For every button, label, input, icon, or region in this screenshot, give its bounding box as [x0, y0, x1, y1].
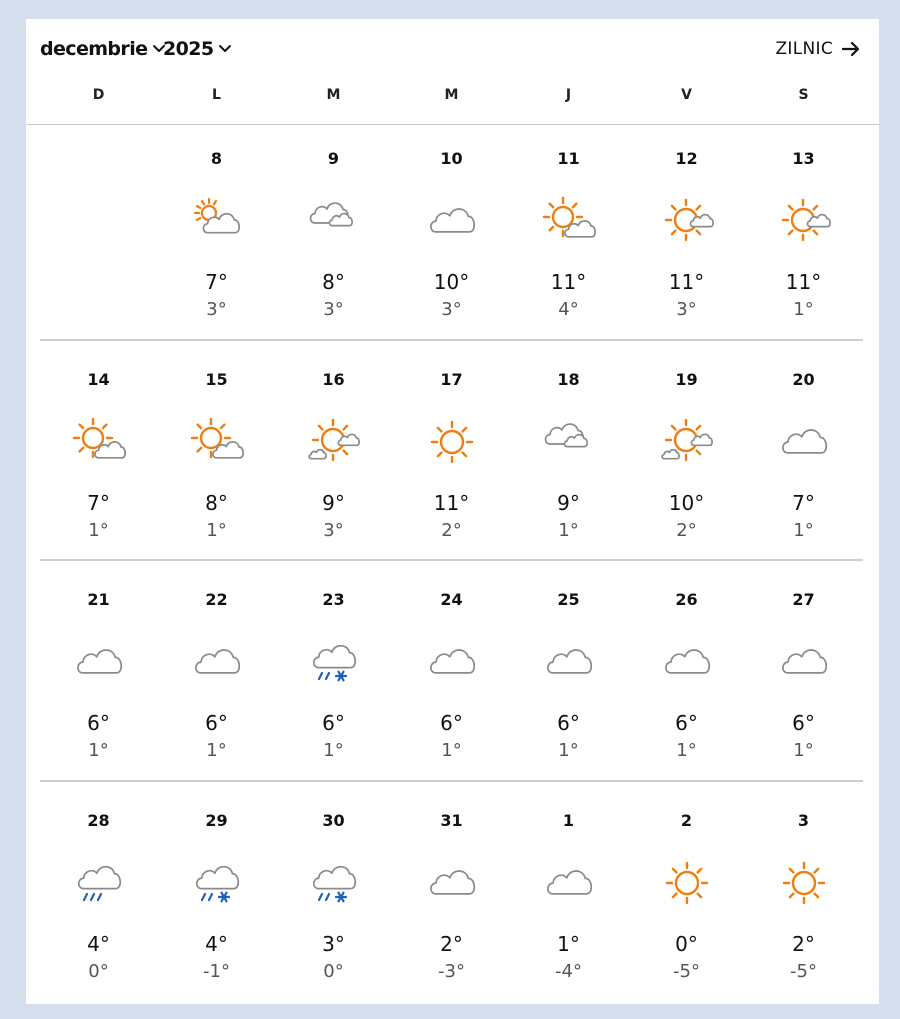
day-date: 21 — [87, 590, 110, 609]
high-temp: 1° — [557, 932, 580, 956]
day-cell[interactable] — [393, 141, 510, 341]
day-date: 26 — [675, 590, 698, 609]
day-cell[interactable] — [158, 582, 275, 782]
low-temp: 1° — [206, 520, 227, 541]
low-temp: 1° — [793, 740, 814, 761]
sun-cloud-icon — [541, 193, 597, 249]
daily-view-link[interactable] — [775, 36, 861, 62]
day-cell[interactable] — [275, 582, 392, 782]
high-temp: 6° — [792, 711, 815, 735]
high-temp: 4° — [87, 932, 110, 956]
day-cell[interactable] — [275, 803, 392, 1003]
weekday-label: D — [92, 87, 105, 103]
calendar-card — [26, 19, 879, 1004]
day-date: 3 — [797, 811, 810, 830]
high-temp: 11° — [433, 491, 470, 515]
cloud-icon — [659, 634, 715, 690]
low-temp: 1° — [323, 740, 344, 761]
low-temp: 1° — [793, 520, 814, 541]
weekday-label: L — [212, 87, 221, 103]
day-date: 19 — [675, 370, 698, 389]
high-temp: 7° — [792, 491, 815, 515]
high-temp: 8° — [205, 491, 228, 515]
high-temp: 0° — [675, 932, 698, 956]
low-temp: 2° — [441, 520, 462, 541]
day-cell[interactable] — [393, 362, 510, 562]
day-cell[interactable] — [510, 141, 627, 341]
low-temp: -1° — [203, 961, 230, 982]
arrow-right-icon — [841, 41, 861, 57]
day-date: 17 — [440, 370, 463, 389]
cloud-icon — [776, 414, 832, 470]
day-date: 15 — [205, 370, 228, 389]
high-temp: 6° — [440, 711, 463, 735]
day-cell[interactable] — [628, 803, 745, 1003]
sun-icon — [659, 855, 715, 911]
high-temp: 7° — [87, 491, 110, 515]
cloud-icon — [189, 634, 245, 690]
sun-icon — [424, 414, 480, 470]
day-date: 28 — [87, 811, 110, 830]
partly-sunny-icon — [189, 193, 245, 249]
day-date: 25 — [557, 590, 580, 609]
year-selector[interactable] — [163, 36, 232, 62]
low-temp: 3° — [676, 299, 697, 320]
day-cell[interactable] — [510, 362, 627, 562]
high-temp: 7° — [205, 270, 228, 294]
high-temp: 6° — [322, 711, 345, 735]
low-temp: 1° — [793, 299, 814, 320]
cloud-icon — [541, 855, 597, 911]
day-date: 24 — [440, 590, 463, 609]
weekday-header-row — [26, 87, 879, 113]
cloud-icon — [424, 855, 480, 911]
day-date: 8 — [210, 149, 223, 168]
high-temp: 3° — [322, 932, 345, 956]
mostly-sunny-icon — [776, 193, 832, 249]
day-cell[interactable] — [275, 141, 392, 341]
day-date: 16 — [322, 370, 345, 389]
day-cell[interactable] — [393, 582, 510, 782]
low-temp: 3° — [206, 299, 227, 320]
day-cell[interactable] — [158, 803, 275, 1003]
weekday-label: V — [681, 87, 692, 103]
weekday-label: J — [565, 87, 572, 103]
header-divider — [26, 124, 879, 125]
low-temp: 1° — [206, 740, 227, 761]
day-date: 14 — [87, 370, 110, 389]
low-temp: 4° — [558, 299, 579, 320]
high-temp: 2° — [792, 932, 815, 956]
high-temp: 10° — [433, 270, 470, 294]
low-temp: -5° — [673, 961, 700, 982]
low-temp: 3° — [323, 299, 344, 320]
low-temp: 0° — [323, 961, 344, 982]
sun-small-clouds-icon — [659, 414, 715, 470]
day-cell[interactable] — [745, 582, 862, 782]
low-temp: 1° — [676, 740, 697, 761]
day-date: 9 — [327, 149, 340, 168]
day-cell[interactable] — [40, 362, 157, 562]
day-cell[interactable] — [745, 362, 862, 562]
day-date: 10 — [440, 149, 463, 168]
cloud-icon — [424, 193, 480, 249]
low-temp: 3° — [441, 299, 462, 320]
high-temp: 2° — [440, 932, 463, 956]
high-temp: 4° — [205, 932, 228, 956]
day-date: 13 — [792, 149, 815, 168]
sun-small-clouds-icon — [306, 414, 362, 470]
sun-cloud-icon — [71, 414, 127, 470]
low-temp: 1° — [88, 740, 109, 761]
high-temp: 10° — [668, 491, 705, 515]
daily-view-label: ZILNIC — [775, 39, 833, 59]
day-cell[interactable] — [510, 803, 627, 1003]
cloud-icon — [424, 634, 480, 690]
rain-snow-icon — [306, 855, 362, 911]
rain-icon — [71, 855, 127, 911]
day-cell[interactable] — [40, 582, 157, 782]
weekday-label: M — [326, 87, 341, 103]
day-cell[interactable] — [393, 803, 510, 1003]
sun-cloud-icon — [189, 414, 245, 470]
day-date: 29 — [205, 811, 228, 830]
week-divider — [40, 559, 863, 561]
week-divider — [40, 780, 863, 782]
cloud-icon — [71, 634, 127, 690]
low-temp: 1° — [441, 740, 462, 761]
day-date: 22 — [205, 590, 228, 609]
high-temp: 6° — [87, 711, 110, 735]
clouds-icon — [541, 414, 597, 470]
month-label: decembrie — [40, 38, 148, 60]
day-cell[interactable] — [745, 803, 862, 1003]
day-date: 23 — [322, 590, 345, 609]
day-cell[interactable] — [158, 362, 275, 562]
high-temp: 6° — [557, 711, 580, 735]
week-divider — [40, 339, 863, 341]
calendar-header — [26, 19, 879, 79]
day-cell[interactable] — [510, 582, 627, 782]
low-temp: 3° — [323, 520, 344, 541]
high-temp: 9° — [557, 491, 580, 515]
day-date: 27 — [792, 590, 815, 609]
high-temp: 6° — [675, 711, 698, 735]
low-temp: -4° — [555, 961, 582, 982]
rain-snow-icon — [189, 855, 245, 911]
low-temp: 2° — [676, 520, 697, 541]
low-temp: 1° — [558, 740, 579, 761]
high-temp: 11° — [668, 270, 705, 294]
mostly-sunny-icon — [659, 193, 715, 249]
day-cell[interactable] — [275, 362, 392, 562]
low-temp: -5° — [790, 961, 817, 982]
low-temp: 1° — [88, 520, 109, 541]
low-temp: 1° — [558, 520, 579, 541]
low-temp: -3° — [438, 961, 465, 982]
day-cell[interactable] — [628, 141, 745, 341]
clouds-icon — [306, 193, 362, 249]
day-cell[interactable] — [158, 141, 275, 341]
day-date: 30 — [322, 811, 345, 830]
day-date: 2 — [680, 811, 693, 830]
rain-snow-icon — [306, 634, 362, 690]
high-temp: 6° — [205, 711, 228, 735]
chevron-down-icon — [218, 44, 232, 54]
day-date: 20 — [792, 370, 815, 389]
cloud-icon — [776, 634, 832, 690]
day-date: 12 — [675, 149, 698, 168]
day-cell[interactable] — [628, 582, 745, 782]
cloud-icon — [541, 634, 597, 690]
high-temp: 11° — [550, 270, 587, 294]
day-date: 1 — [562, 811, 575, 830]
month-selector[interactable] — [40, 36, 166, 62]
weekday-label: S — [798, 87, 809, 103]
high-temp: 8° — [322, 270, 345, 294]
day-cell[interactable] — [745, 141, 862, 341]
high-temp: 11° — [785, 270, 822, 294]
day-date: 11 — [557, 149, 580, 168]
day-cell[interactable] — [40, 803, 157, 1003]
day-date: 31 — [440, 811, 463, 830]
day-cell[interactable] — [628, 362, 745, 562]
low-temp: 0° — [88, 961, 109, 982]
weekday-label: M — [444, 87, 459, 103]
day-date: 18 — [557, 370, 580, 389]
year-label: 2025 — [163, 38, 214, 60]
sun-icon — [776, 855, 832, 911]
high-temp: 9° — [322, 491, 345, 515]
